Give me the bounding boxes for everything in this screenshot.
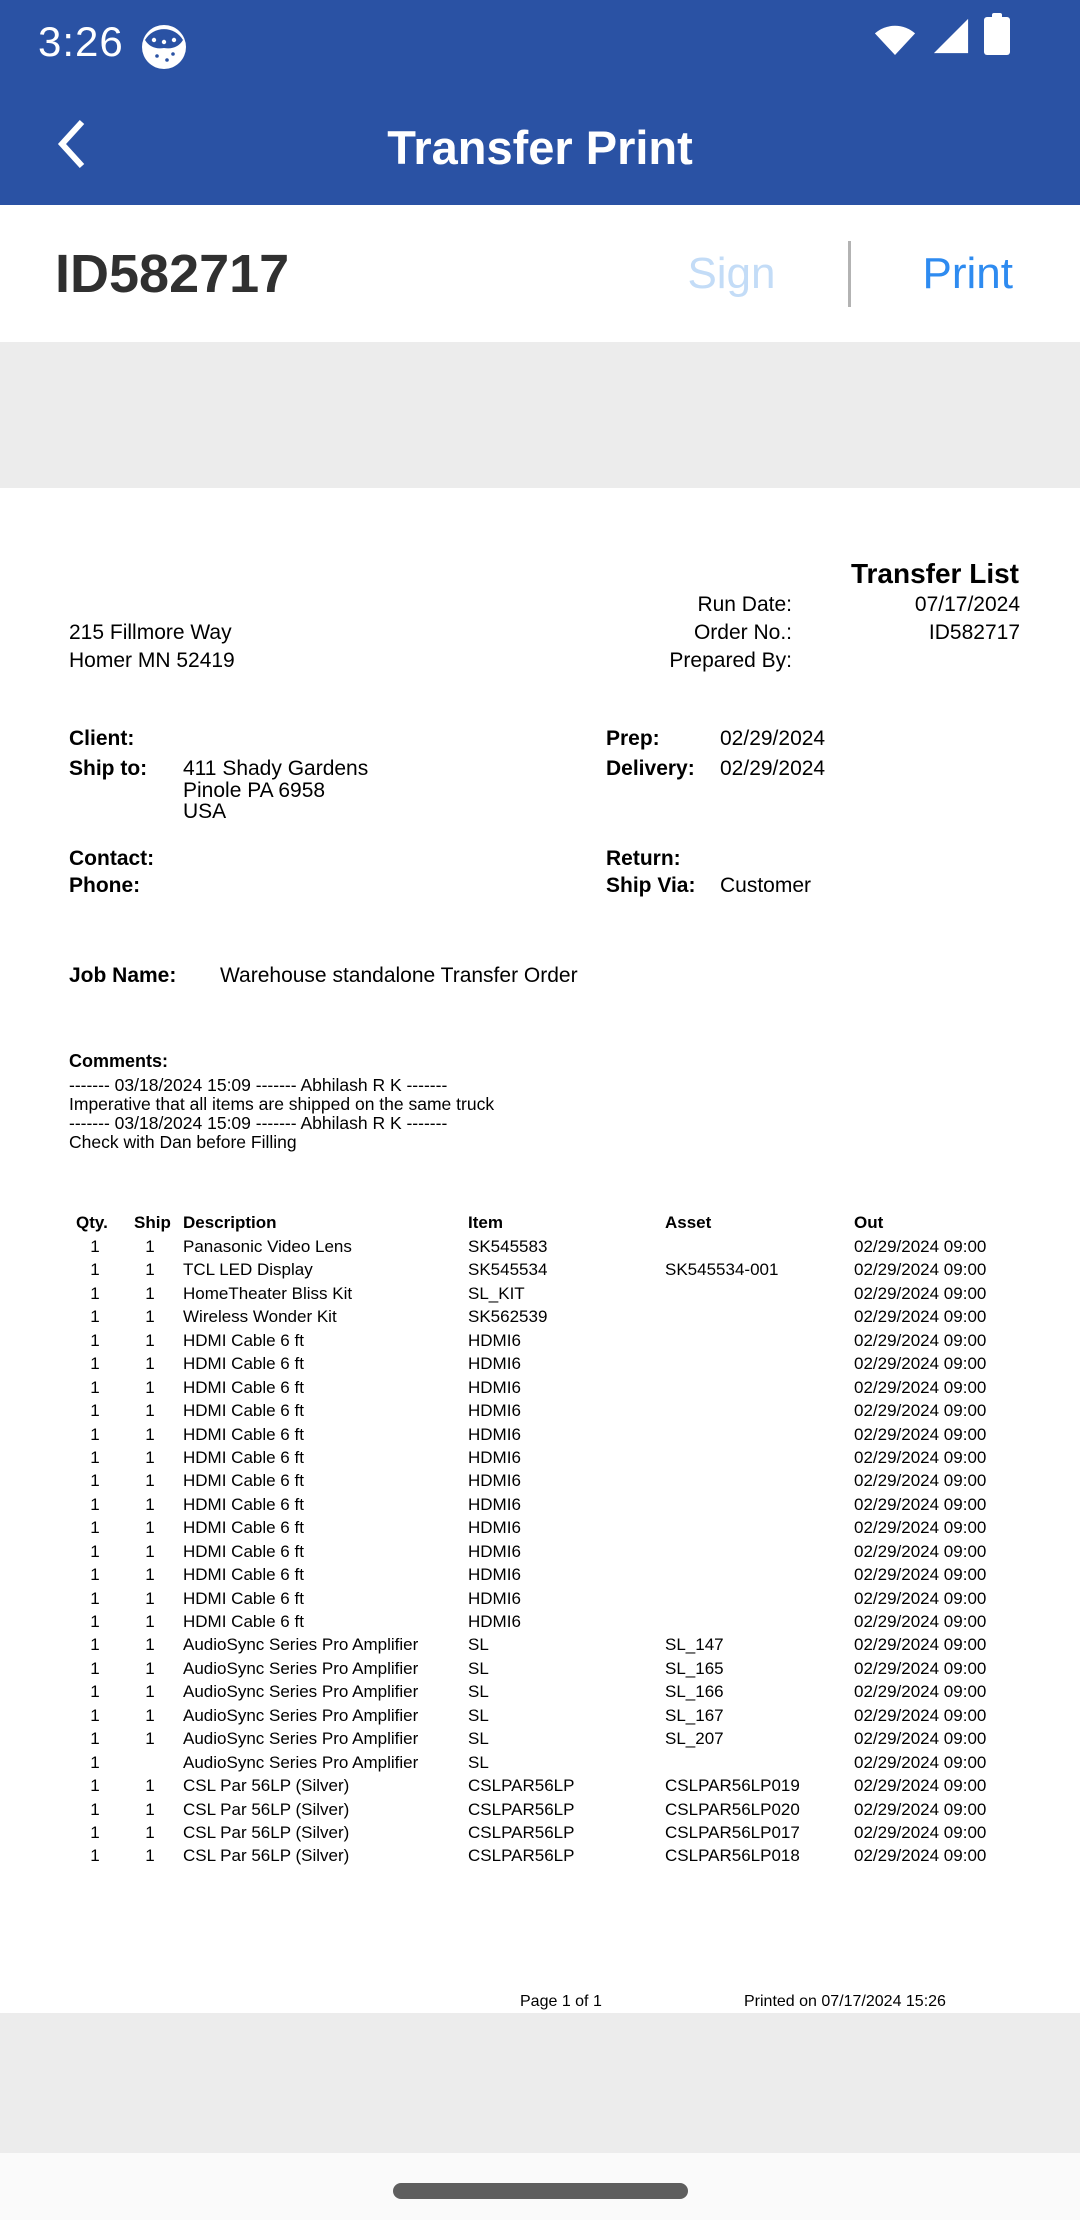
cell-out: 02/29/2024 09:00 xyxy=(854,1846,987,1866)
table-row xyxy=(0,1540,1080,1563)
cell-ship: 1 xyxy=(145,1471,155,1491)
table-row xyxy=(0,1680,1080,1703)
order-no-label: Order No.: xyxy=(693,621,792,644)
cell-ship: 1 xyxy=(145,1260,155,1280)
cell-ship: 1 xyxy=(145,1424,155,1444)
cell-item: HDMI6 xyxy=(468,1588,521,1608)
cell-ship: 1 xyxy=(145,1447,155,1467)
cell-item: HDMI6 xyxy=(468,1518,521,1538)
table-row xyxy=(0,1610,1080,1633)
action-divider xyxy=(848,241,851,307)
cell-asset: CSLPAR56LP018 xyxy=(665,1846,800,1866)
cell-out: 02/29/2024 09:00 xyxy=(854,1283,987,1303)
cell-out: 02/29/2024 09:00 xyxy=(854,1729,987,1749)
cell-qty: 1 xyxy=(90,1846,100,1866)
wifi-icon xyxy=(872,19,918,60)
gesture-nav-bar xyxy=(0,2153,1080,2220)
table-row xyxy=(0,1821,1080,1844)
cell-ship: 1 xyxy=(145,1494,155,1514)
cell-qty: 1 xyxy=(90,1424,100,1444)
cell-out: 02/29/2024 09:00 xyxy=(854,1330,987,1350)
cell-qty: 1 xyxy=(90,1541,100,1561)
table-row xyxy=(0,1633,1080,1656)
table-row xyxy=(0,1844,1080,1867)
cell-item: SL xyxy=(468,1658,489,1678)
table-row xyxy=(0,1798,1080,1821)
cell-qty: 1 xyxy=(90,1729,100,1749)
cell-description: AudioSync Series Pro Amplifier xyxy=(183,1729,419,1749)
cell-out: 02/29/2024 09:00 xyxy=(854,1635,987,1655)
document-page xyxy=(0,488,1080,2013)
cell-description: AudioSync Series Pro Amplifier xyxy=(183,1682,419,1702)
cell-qty: 1 xyxy=(90,1518,100,1538)
cell-ship: 1 xyxy=(145,1377,155,1397)
header-asset: Asset xyxy=(665,1213,712,1232)
cell-qty: 1 xyxy=(90,1705,100,1725)
table-row xyxy=(0,1493,1080,1516)
table-row xyxy=(0,1657,1080,1680)
cell-qty: 1 xyxy=(90,1354,100,1374)
cell-out: 02/29/2024 09:00 xyxy=(854,1658,987,1678)
cell-description: AudioSync Series Pro Amplifier xyxy=(183,1705,419,1725)
company-address xyxy=(69,619,235,675)
contact-label: Contact: xyxy=(69,847,155,870)
delivery-label: Delivery: xyxy=(606,757,695,780)
cell-ship: 1 xyxy=(145,1541,155,1561)
cell-qty: 1 xyxy=(90,1658,100,1678)
cell-description: HDMI Cable 6 ft xyxy=(183,1518,304,1538)
status-bar xyxy=(0,0,1080,90)
table-row xyxy=(0,1727,1080,1750)
run-date-label: Run Date: xyxy=(697,593,792,616)
table-row xyxy=(0,1446,1080,1469)
cell-qty: 1 xyxy=(90,1565,100,1585)
cell-description: Panasonic Video Lens xyxy=(183,1237,352,1256)
cell-asset: CSLPAR56LP019 xyxy=(665,1776,800,1796)
cell-ship: 1 xyxy=(145,1330,155,1350)
cell-item: SK545583 xyxy=(468,1237,548,1256)
printed-timestamp: Printed on 07/17/2024 15:26 xyxy=(744,1993,946,2010)
phone-label: Phone: xyxy=(69,874,141,897)
table-row xyxy=(0,1305,1080,1328)
cell-qty: 1 xyxy=(90,1237,100,1256)
cell-item: HDMI6 xyxy=(468,1330,521,1350)
cell-qty: 1 xyxy=(90,1494,100,1514)
cell-item: SK562539 xyxy=(468,1307,548,1327)
home-indicator[interactable] xyxy=(393,2183,688,2199)
cell-item: SL xyxy=(468,1682,489,1702)
header-out: Out xyxy=(854,1213,884,1232)
cell-description: HDMI Cable 6 ft xyxy=(183,1447,304,1467)
order-id: ID582717 xyxy=(55,243,290,304)
table-row xyxy=(0,1376,1080,1399)
cell-item: SK545534 xyxy=(468,1260,548,1280)
cell-ship: 1 xyxy=(145,1658,155,1678)
cell-asset: SL_147 xyxy=(665,1635,724,1655)
cell-item: HDMI6 xyxy=(468,1354,521,1374)
status-icons xyxy=(872,14,1010,60)
comment-line: Check with Dan before Filling xyxy=(69,1132,297,1152)
table-row xyxy=(0,1282,1080,1305)
cell-item: HDMI6 xyxy=(468,1541,521,1561)
cell-out: 02/29/2024 09:00 xyxy=(854,1401,987,1421)
cell-item: HDMI6 xyxy=(468,1377,521,1397)
cell-asset: CSLPAR56LP017 xyxy=(665,1822,800,1842)
cell-qty: 1 xyxy=(90,1822,100,1842)
cell-item: SL xyxy=(468,1752,489,1772)
cell-ship: 1 xyxy=(145,1565,155,1585)
cell-description: HDMI Cable 6 ft xyxy=(183,1612,304,1631)
cell-description: CSL Par 56LP (Silver) xyxy=(183,1776,350,1796)
cell-out: 02/29/2024 09:00 xyxy=(854,1588,987,1608)
cell-qty: 1 xyxy=(90,1447,100,1467)
cell-item: HDMI6 xyxy=(468,1471,521,1491)
cell-item: HDMI6 xyxy=(468,1424,521,1444)
prep-value: 02/29/2024 xyxy=(720,727,826,750)
ship-to-line: Pinole PA 6958 xyxy=(183,778,326,802)
cell-out: 02/29/2024 09:00 xyxy=(854,1799,987,1819)
cell-ship: 1 xyxy=(145,1635,155,1655)
cell-item: CSLPAR56LP xyxy=(468,1822,575,1842)
page-number: Page 1 of 1 xyxy=(520,1993,602,2010)
cell-description: HomeTheater Bliss Kit xyxy=(183,1283,353,1303)
table-row xyxy=(0,1423,1080,1446)
ship-via-label: Ship Via: xyxy=(606,874,696,897)
cell-out: 02/29/2024 09:00 xyxy=(854,1471,987,1491)
table-row xyxy=(0,1751,1080,1774)
table-row xyxy=(0,1258,1080,1281)
cell-item: HDMI6 xyxy=(468,1494,521,1514)
table-row xyxy=(0,1469,1080,1492)
cell-description: AudioSync Series Pro Amplifier xyxy=(183,1658,419,1678)
table-row xyxy=(0,1235,1080,1258)
cell-ship: 1 xyxy=(145,1237,155,1256)
cell-qty: 1 xyxy=(90,1377,100,1397)
ship-via-value: Customer xyxy=(720,874,812,897)
cell-qty: 1 xyxy=(90,1401,100,1421)
ship-to-line: 411 Shady Gardens xyxy=(183,757,369,780)
cell-description: HDMI Cable 6 ft xyxy=(183,1424,304,1444)
cellular-signal-icon xyxy=(932,17,970,60)
sign-button[interactable]: Sign xyxy=(687,248,776,298)
cell-out: 02/29/2024 09:00 xyxy=(854,1377,987,1397)
cell-description: HDMI Cable 6 ft xyxy=(183,1541,304,1561)
cell-qty: 1 xyxy=(90,1799,100,1819)
header-item: Item xyxy=(468,1213,503,1232)
cell-out: 02/29/2024 09:00 xyxy=(854,1260,987,1280)
cell-qty: 1 xyxy=(90,1330,100,1350)
prepared-by-label: Prepared By: xyxy=(669,649,792,672)
header-ship: Ship xyxy=(134,1213,171,1232)
cell-out: 02/29/2024 09:00 xyxy=(854,1752,987,1772)
cell-out: 02/29/2024 09:00 xyxy=(854,1822,987,1842)
table-row xyxy=(0,1563,1080,1586)
cookie-icon xyxy=(137,20,191,79)
cell-description: HDMI Cable 6 ft xyxy=(183,1494,304,1514)
table-row xyxy=(0,1399,1080,1422)
job-name-label: Job Name: xyxy=(69,964,177,987)
ship-to-address xyxy=(183,758,368,823)
clock: 3:26 xyxy=(38,18,124,65)
cell-description: HDMI Cable 6 ft xyxy=(183,1588,304,1608)
cell-asset: SL_167 xyxy=(665,1705,724,1725)
document-preview-area[interactable] xyxy=(0,342,1080,2153)
comments-lines xyxy=(69,1076,494,1152)
cell-description: CSL Par 56LP (Silver) xyxy=(183,1846,350,1866)
cell-out: 02/29/2024 09:00 xyxy=(854,1424,987,1444)
cell-out: 02/29/2024 09:00 xyxy=(854,1776,987,1796)
table-header xyxy=(0,1211,1080,1235)
print-button[interactable]: Print xyxy=(922,248,1013,298)
cell-asset: SL_207 xyxy=(665,1729,724,1749)
cell-ship: 1 xyxy=(145,1729,155,1749)
battery-icon xyxy=(984,13,1010,60)
cell-item: HDMI6 xyxy=(468,1401,521,1421)
table-row xyxy=(0,1704,1080,1727)
cell-out: 02/29/2024 09:00 xyxy=(854,1705,987,1725)
cell-qty: 1 xyxy=(90,1307,100,1327)
header-description: Description xyxy=(183,1213,277,1232)
address-line: 215 Fillmore Way xyxy=(69,621,232,644)
cell-item: SL_KIT xyxy=(468,1283,525,1303)
page-title: Transfer Print xyxy=(387,121,693,174)
cell-item: SL xyxy=(468,1635,489,1655)
cell-description: HDMI Cable 6 ft xyxy=(183,1354,304,1374)
prep-label: Prep: xyxy=(606,727,660,750)
table-row xyxy=(0,1774,1080,1797)
order-no-value: ID582717 xyxy=(928,621,1020,644)
cell-ship: 1 xyxy=(145,1846,155,1866)
job-name-value: Warehouse standalone Transfer Order xyxy=(220,964,578,987)
cell-item: SL xyxy=(468,1729,489,1749)
cell-ship: 1 xyxy=(145,1307,155,1327)
return-label: Return: xyxy=(606,847,681,870)
items-table xyxy=(0,1211,1080,1868)
top-header-background xyxy=(0,0,1080,205)
cell-description: HDMI Cable 6 ft xyxy=(183,1401,304,1421)
cell-qty: 1 xyxy=(90,1283,100,1303)
table-row xyxy=(0,1516,1080,1539)
items-table-body xyxy=(0,1235,1080,1868)
cell-ship: 1 xyxy=(145,1518,155,1538)
cell-item: SL xyxy=(468,1705,489,1725)
cell-description: AudioSync Series Pro Amplifier xyxy=(183,1752,419,1772)
ship-to-label: Ship to: xyxy=(69,757,148,780)
cell-description: CSL Par 56LP (Silver) xyxy=(183,1799,350,1819)
comment-line: ------- 03/18/2024 15:09 ------- Abhilash R K ------- xyxy=(69,1075,448,1095)
cell-ship: 1 xyxy=(145,1705,155,1725)
table-row xyxy=(0,1329,1080,1352)
cell-out: 02/29/2024 09:00 xyxy=(854,1612,987,1631)
cell-out: 02/29/2024 09:00 xyxy=(854,1565,987,1585)
delivery-value: 02/29/2024 xyxy=(720,757,826,780)
cell-asset: CSLPAR56LP020 xyxy=(665,1799,800,1819)
cell-out: 02/29/2024 09:00 xyxy=(854,1237,987,1256)
cell-qty: 1 xyxy=(90,1635,100,1655)
cell-ship: 1 xyxy=(145,1612,155,1631)
cell-qty: 1 xyxy=(90,1682,100,1702)
cell-description: HDMI Cable 6 ft xyxy=(183,1565,304,1585)
cell-description: HDMI Cable 6 ft xyxy=(183,1330,304,1350)
cell-ship: 1 xyxy=(145,1588,155,1608)
cell-qty: 1 xyxy=(90,1612,100,1631)
action-bar xyxy=(0,205,1080,342)
cell-ship: 1 xyxy=(145,1354,155,1374)
cell-description: Wireless Wonder Kit xyxy=(183,1307,337,1327)
cell-item: CSLPAR56LP xyxy=(468,1776,575,1796)
document-title: Transfer List xyxy=(850,558,1019,589)
ship-to-line: USA xyxy=(183,800,227,823)
cell-item: CSLPAR56LP xyxy=(468,1846,575,1866)
cell-ship: 1 xyxy=(145,1682,155,1702)
cell-out: 02/29/2024 09:00 xyxy=(854,1447,987,1467)
cell-qty: 1 xyxy=(90,1588,100,1608)
page-footer xyxy=(0,1992,1080,2012)
cell-qty: 1 xyxy=(90,1471,100,1491)
cell-out: 02/29/2024 09:00 xyxy=(854,1518,987,1538)
cell-ship: 1 xyxy=(145,1776,155,1796)
cell-description: HDMI Cable 6 ft xyxy=(183,1377,304,1397)
prepared-by-value xyxy=(792,647,1020,675)
cell-item: CSLPAR56LP xyxy=(468,1799,575,1819)
cell-qty: 1 xyxy=(90,1776,100,1796)
cell-out: 02/29/2024 09:00 xyxy=(854,1494,987,1514)
cell-out: 02/29/2024 09:00 xyxy=(854,1682,987,1702)
cell-asset: SL_166 xyxy=(665,1682,724,1702)
header-qty: Qty. xyxy=(76,1213,108,1232)
run-date-value: 07/17/2024 xyxy=(914,593,1020,616)
cell-qty: 1 xyxy=(90,1752,100,1772)
cell-ship: 1 xyxy=(145,1401,155,1421)
cell-ship: 1 xyxy=(145,1283,155,1303)
cell-description: TCL LED Display xyxy=(183,1260,313,1280)
cell-description: AudioSync Series Pro Amplifier xyxy=(183,1635,419,1655)
cell-out: 02/29/2024 09:00 xyxy=(854,1307,987,1327)
cell-item: HDMI6 xyxy=(468,1612,521,1631)
cell-qty: 1 xyxy=(90,1260,100,1280)
cell-item: HDMI6 xyxy=(468,1447,521,1467)
client-label: Client: xyxy=(69,727,135,750)
cell-ship: 1 xyxy=(145,1822,155,1842)
cell-description: CSL Par 56LP (Silver) xyxy=(183,1822,350,1842)
cell-item: HDMI6 xyxy=(468,1565,521,1585)
comment-line: Imperative that all items are shipped on the same truck xyxy=(69,1094,495,1114)
table-row xyxy=(0,1587,1080,1610)
cell-ship: 1 xyxy=(145,1799,155,1819)
comments-label: Comments: xyxy=(69,1051,169,1071)
cell-out: 02/29/2024 09:00 xyxy=(854,1354,987,1374)
cell-out: 02/29/2024 09:00 xyxy=(854,1541,987,1561)
cell-description: HDMI Cable 6 ft xyxy=(183,1471,304,1491)
cell-asset: SL_165 xyxy=(665,1658,724,1678)
comment-line: ------- 03/18/2024 15:09 ------- Abhilash R K ------- xyxy=(69,1113,448,1133)
address-line: Homer MN 52419 xyxy=(69,649,235,672)
table-row xyxy=(0,1352,1080,1375)
app-bar xyxy=(0,90,1080,205)
cell-asset: SK545534-001 xyxy=(665,1260,779,1280)
